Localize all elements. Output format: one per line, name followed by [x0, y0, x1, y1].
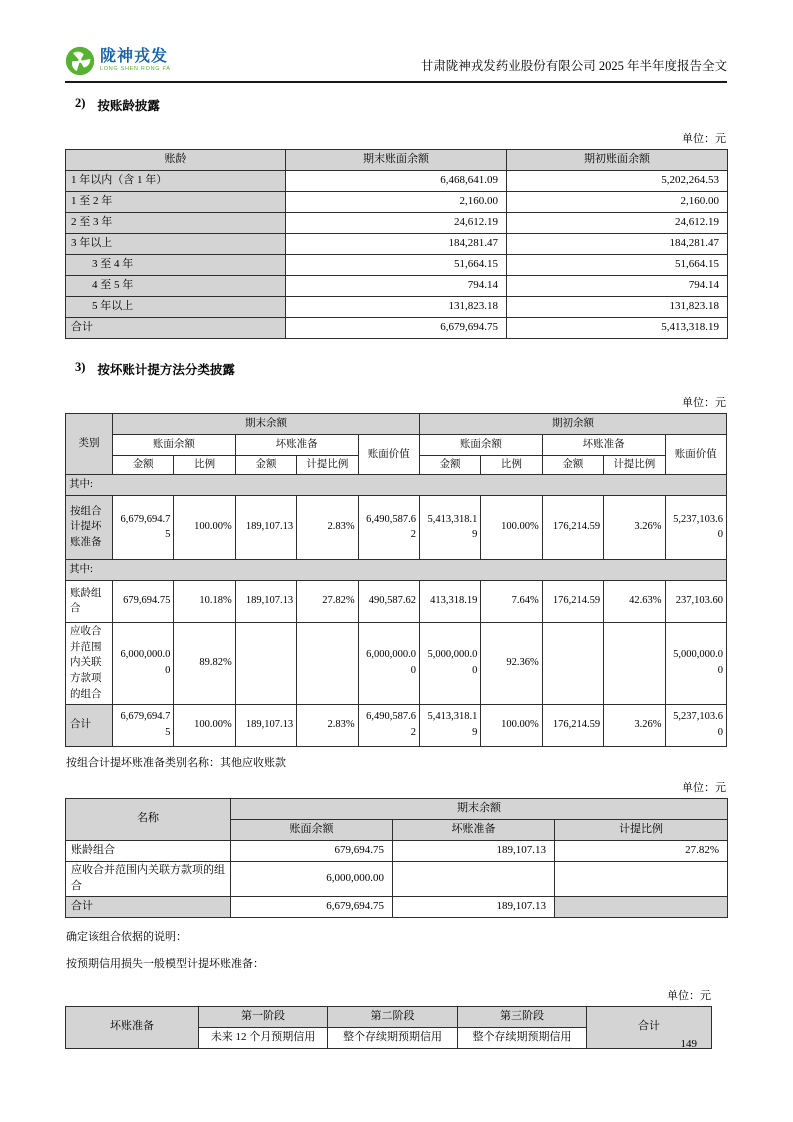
begin-balance-value: 794.14	[507, 276, 728, 297]
cell-value: 490,587.62	[358, 580, 419, 622]
cell-value: 6,000,000.00	[231, 861, 393, 896]
cell-value: 6,490,587.62	[358, 704, 419, 746]
col-subheader-stage2: 整个存续期预期信用	[328, 1027, 458, 1048]
cell-value: 5,413,318.19	[419, 704, 480, 746]
cell-value: 100.00%	[174, 704, 235, 746]
col-header-ratio: 比例	[481, 456, 542, 475]
unit-label: 单位：元	[682, 781, 726, 794]
col-header-book-balance: 账面余额	[113, 435, 236, 456]
col-header-provision-ratio: 计提比例	[604, 456, 665, 475]
col-header-book-balance: 账面余额	[419, 435, 542, 456]
col-header-name: 名称	[66, 798, 231, 840]
cell-value: 6,679,694.75	[113, 704, 174, 746]
row-label: 1 至 2 年	[66, 192, 286, 213]
col-header-bad-debt: 坏账准备	[235, 435, 358, 456]
cell-value: 189,107.13	[393, 896, 555, 917]
table-row	[66, 171, 728, 192]
col-header-provision-ratio: 计提比例	[297, 456, 358, 475]
cell-value: 27.82%	[297, 580, 358, 622]
table-row	[66, 861, 728, 896]
col-header-bad-debt: 坏账准备	[542, 435, 665, 456]
cell-value: 189,107.13	[235, 495, 296, 559]
begin-balance-value: 51,664.15	[507, 255, 728, 276]
col-header-stage2: 第二阶段	[328, 1006, 458, 1027]
section-heading-bad-debt-method	[75, 360, 727, 378]
end-balance-value: 794.14	[286, 276, 507, 297]
table-row	[66, 622, 727, 704]
cell-value: 7.64%	[481, 580, 542, 622]
col-header-category: 类别	[66, 414, 113, 475]
cell-value: 27.82%	[555, 840, 728, 861]
table-row	[66, 840, 728, 861]
begin-balance-value: 5,202,264.53	[507, 171, 728, 192]
cell-value	[555, 896, 728, 917]
row-label: 合计	[66, 704, 113, 746]
col-header-book-value: 账面价值	[665, 435, 726, 475]
logo-text	[100, 49, 171, 73]
unit-label: 单位：元	[682, 397, 726, 409]
ecl-stage-table	[65, 1006, 712, 1049]
col-header-aging: 账龄	[66, 150, 286, 171]
table-row	[66, 255, 728, 276]
end-balance-value: 2,160.00	[286, 192, 507, 213]
cell-value: 89.82%	[174, 622, 235, 704]
cell-value	[297, 622, 358, 704]
table-row	[66, 495, 727, 559]
cell-value: 413,318.19	[419, 580, 480, 622]
cell-value: 5,413,318.19	[419, 495, 480, 559]
cell-value: 6,490,587.62	[358, 495, 419, 559]
aging-table	[65, 149, 728, 339]
cell-value: 2.83%	[297, 704, 358, 746]
table-row	[66, 213, 728, 234]
cell-value	[542, 622, 603, 704]
section-number: 2)	[75, 96, 86, 110]
section-heading-aging	[75, 96, 727, 114]
table-header-row	[66, 150, 728, 171]
cell-value: 3.26%	[604, 495, 665, 559]
table-header-row	[66, 414, 727, 435]
begin-balance-value: 2,160.00	[507, 192, 728, 213]
cell-value	[604, 622, 665, 704]
section-number: 3)	[75, 360, 86, 374]
col-header-provision-ratio: 计提比例	[555, 819, 728, 840]
table-header-row	[66, 1006, 712, 1027]
col-header-begin-balance: 期初账面余额	[507, 150, 728, 171]
col-subheader-stage3: 整个存续期预期信用	[458, 1027, 587, 1048]
table-row	[66, 297, 728, 318]
row-label: 1 年以内（含 1 年）	[66, 171, 286, 192]
end-balance-value: 51,664.15	[286, 255, 507, 276]
end-balance-value: 24,612.19	[286, 213, 507, 234]
cell-value: 176,214.59	[542, 704, 603, 746]
col-subheader-stage1: 未来 12 个月预期信用	[199, 1027, 328, 1048]
begin-balance-value: 24,612.19	[507, 213, 728, 234]
cell-value: 176,214.59	[542, 495, 603, 559]
cell-value	[235, 622, 296, 704]
col-header-amount: 金额	[113, 456, 174, 475]
cell-value	[393, 861, 555, 896]
basis-note: 确定该组合依据的说明：	[66, 930, 187, 943]
table-row	[66, 580, 727, 622]
row-label: 合计	[66, 896, 231, 917]
cell-value: 100.00%	[481, 495, 542, 559]
col-header-total: 合计	[587, 1006, 712, 1048]
begin-balance-value: 5,413,318.19	[507, 318, 728, 339]
row-label: 应收合并范围内关联方款项的组合	[66, 622, 113, 704]
unit-label: 单位：元	[667, 989, 711, 1002]
table-header-row	[66, 798, 728, 819]
end-balance-value: 6,679,694.75	[286, 318, 507, 339]
logo-cn-text: 陇神戎发	[100, 48, 169, 66]
table-header-row	[66, 435, 727, 456]
table-row	[66, 234, 728, 255]
page-header	[65, 46, 727, 83]
cell-value	[555, 861, 728, 896]
table-row-total	[66, 704, 727, 746]
cell-value: 6,679,694.75	[231, 896, 393, 917]
cell-value: 100.00%	[481, 704, 542, 746]
cell-value: 5,237,103.60	[665, 495, 726, 559]
col-header-book-value: 账面价值	[358, 435, 419, 475]
subhead-label: 其中:	[66, 559, 727, 580]
end-balance-value: 184,281.47	[286, 234, 507, 255]
col-header-end-balance: 期末账面余额	[286, 150, 507, 171]
col-header-book-balance: 账面余额	[231, 819, 393, 840]
col-header-bad-debt: 坏账准备	[66, 1006, 199, 1048]
table-row-total	[66, 896, 728, 917]
col-header-end-balance: 期末余额	[113, 414, 420, 435]
unit-label: 单位：元	[682, 133, 726, 145]
end-balance-value: 6,468,641.09	[286, 171, 507, 192]
row-label: 2 至 3 年	[66, 213, 286, 234]
cell-value: 237,103.60	[665, 580, 726, 622]
section-label: 按账龄披露	[97, 99, 160, 113]
col-header-amount: 金额	[235, 456, 296, 475]
cell-value: 679,694.75	[231, 840, 393, 861]
cell-value: 5,000,000.00	[419, 622, 480, 704]
cell-value: 6,679,694.75	[113, 495, 174, 559]
end-balance-value: 131,823.18	[286, 297, 507, 318]
logo-pinwheel-icon	[65, 46, 95, 76]
cell-value: 5,237,103.60	[665, 704, 726, 746]
row-label: 3 至 4 年	[66, 255, 286, 276]
col-header-bad-debt: 坏账准备	[393, 819, 555, 840]
begin-balance-value: 131,823.18	[507, 297, 728, 318]
row-label: 应收合并范围内关联方款项的组合	[66, 861, 231, 896]
row-label: 合计	[66, 318, 286, 339]
col-header-amount: 金额	[419, 456, 480, 475]
col-header-stage3: 第三阶段	[458, 1006, 587, 1027]
cell-value: 6,000,000.00	[358, 622, 419, 704]
cell-value: 42.63%	[604, 580, 665, 622]
col-header-begin-balance: 期初余额	[419, 414, 726, 435]
subhead-row	[66, 474, 727, 495]
col-header-end-balance: 期末余额	[231, 798, 728, 819]
logo-en-text: LONG SHEN RONG FA	[100, 66, 171, 73]
cell-value: 10.18%	[174, 580, 235, 622]
begin-balance-value: 184,281.47	[507, 234, 728, 255]
col-header-amount: 金额	[542, 456, 603, 475]
subhead-label: 其中:	[66, 474, 727, 495]
row-label: 5 年以上	[66, 297, 286, 318]
row-label: 4 至 5 年	[66, 276, 286, 297]
table-row	[66, 192, 728, 213]
table-row	[66, 276, 728, 297]
cell-value: 2.83%	[297, 495, 358, 559]
document-title: 甘肃陇神戎发药业股份有限公司 2025 年半年度报告全文	[420, 59, 727, 73]
cell-value: 6,000,000.00	[113, 622, 174, 704]
cell-value: 5,000,000.00	[665, 622, 726, 704]
section-label: 按坏账计提方法分类披露	[97, 363, 235, 377]
portfolio-table	[65, 798, 728, 918]
cell-value: 92.36%	[481, 622, 542, 704]
row-label: 按组合计提坏账准备	[66, 495, 113, 559]
cell-value: 100.00%	[174, 495, 235, 559]
table-row-total	[66, 318, 728, 339]
row-label: 3 年以上	[66, 234, 286, 255]
cell-value: 189,107.13	[235, 704, 296, 746]
cell-value: 679,694.75	[113, 580, 174, 622]
subhead-row	[66, 559, 727, 580]
ecl-note: 按预期信用损失一般模型计提坏账准备：	[66, 958, 264, 971]
company-logo	[65, 46, 171, 76]
cell-value: 189,107.13	[235, 580, 296, 622]
row-label: 账龄组合	[66, 840, 231, 861]
cell-value: 189,107.13	[393, 840, 555, 861]
col-header-ratio: 比例	[174, 456, 235, 475]
cell-value: 176,214.59	[542, 580, 603, 622]
cell-value: 3.26%	[604, 704, 665, 746]
portfolio-note: 按组合计提坏账准备类别名称：其他应收账款	[66, 756, 286, 769]
page-number: 149	[680, 1038, 697, 1050]
bad-debt-method-table	[65, 413, 727, 747]
row-label: 账龄组合	[66, 580, 113, 622]
col-header-stage1: 第一阶段	[199, 1006, 328, 1027]
